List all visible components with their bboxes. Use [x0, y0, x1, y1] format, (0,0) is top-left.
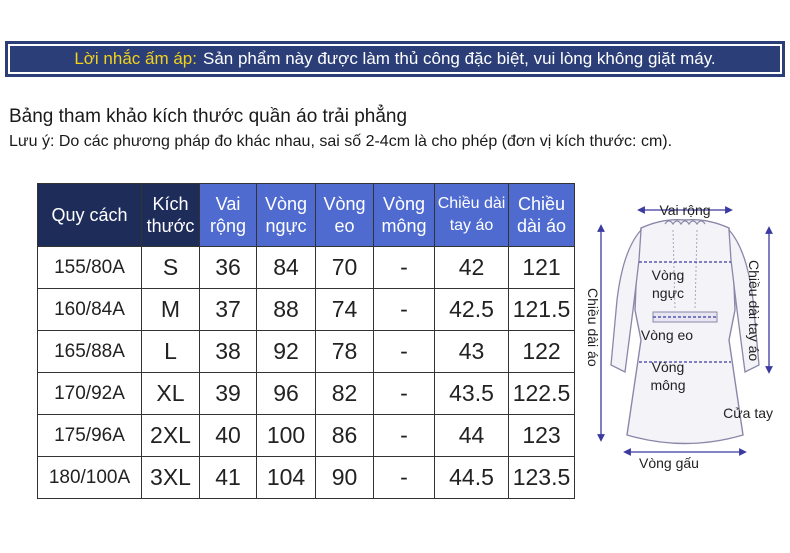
cell-hip: - — [374, 289, 435, 331]
cell-waist: 78 — [316, 331, 374, 373]
cell-waist: 70 — [316, 247, 374, 289]
cell-waist: 82 — [316, 373, 374, 415]
cell-sleeve-length: 43.5 — [435, 373, 509, 415]
care-notice-banner — [5, 41, 785, 77]
header-spec: Quy cách — [38, 184, 142, 247]
size-table-header-row — [38, 184, 575, 247]
cell-sleeve-length: 44 — [435, 415, 509, 457]
label-sleeve: Chiều dài tay áo — [746, 260, 762, 362]
cell-garment-length: 121.5 — [509, 289, 575, 331]
cell-hip: - — [374, 247, 435, 289]
cell-sleeve-length: 44.5 — [435, 457, 509, 499]
cell-shoulder: 41 — [200, 457, 257, 499]
cell-size: L — [142, 331, 200, 373]
table-row — [38, 415, 575, 457]
label-waist: Vòng eo — [640, 327, 694, 343]
garment-measurement-diagram — [583, 190, 788, 480]
header-waist: Vòng eo — [316, 184, 374, 247]
label-hem: Vòng gấu — [639, 455, 699, 471]
cell-garment-length: 123 — [509, 415, 575, 457]
cell-chest: 92 — [257, 331, 316, 373]
notice-message: Sản phẩm này được làm thủ công đặc biệt, vui lòng không giặt máy. — [202, 49, 716, 68]
cell-chest: 84 — [257, 247, 316, 289]
cell-chest: 100 — [257, 415, 316, 457]
size-table — [37, 183, 575, 499]
table-row — [38, 373, 575, 415]
cell-size: M — [142, 289, 200, 331]
cell-sleeve-length: 42 — [435, 247, 509, 289]
header-size: Kích thước — [142, 184, 200, 247]
cell-size: S — [142, 247, 200, 289]
label-chest-2: ngực — [652, 285, 684, 301]
cell-waist: 74 — [316, 289, 374, 331]
cell-size: 3XL — [142, 457, 200, 499]
label-hip-2: mông — [650, 377, 686, 393]
cell-shoulder: 39 — [200, 373, 257, 415]
cell-hip: - — [374, 373, 435, 415]
label-length: Chiều dài áo — [585, 288, 601, 367]
cell-garment-length: 123.5 — [509, 457, 575, 499]
label-hip-1: Vòng — [651, 359, 685, 375]
header-shoulder: Vai rộng — [200, 184, 257, 247]
cell-hip: - — [374, 415, 435, 457]
cell-spec: 155/80A — [38, 247, 142, 289]
cell-hip: - — [374, 331, 435, 373]
table-row — [38, 289, 575, 331]
header-hip: Vòng mông — [374, 184, 435, 247]
cell-sleeve-length: 43 — [435, 331, 509, 373]
header-sleeve-length: Chiều dài tay áo — [435, 184, 509, 247]
cell-hip: - — [374, 457, 435, 499]
cell-spec: 180/100A — [38, 457, 142, 499]
cell-chest: 96 — [257, 373, 316, 415]
cell-waist: 90 — [316, 457, 374, 499]
cell-shoulder: 38 — [200, 331, 257, 373]
header-garment-length: Chiều dài áo — [509, 184, 575, 247]
label-chest-1: Vòng — [651, 267, 685, 283]
notice-lead: Lời nhắc ấm áp: — [74, 49, 197, 68]
cell-sleeve-length: 42.5 — [435, 289, 509, 331]
cell-garment-length: 122.5 — [509, 373, 575, 415]
cell-chest: 104 — [257, 457, 316, 499]
cell-spec: 170/92A — [38, 373, 142, 415]
cell-size: 2XL — [142, 415, 200, 457]
cell-shoulder: 40 — [200, 415, 257, 457]
cell-waist: 86 — [316, 415, 374, 457]
cell-shoulder: 36 — [200, 247, 257, 289]
measurement-note: Lưu ý: Do các phương pháp đo khác nhau, sai số 2-4cm là cho phép (đơn vị kích thước: cm). — [9, 133, 673, 150]
cell-chest: 88 — [257, 289, 316, 331]
cell-garment-length: 121 — [509, 247, 575, 289]
cell-garment-length: 122 — [509, 331, 575, 373]
cell-spec: 165/88A — [38, 331, 142, 373]
table-row — [38, 457, 575, 499]
table-row — [38, 331, 575, 373]
size-table-title: Bảng tham khảo kích thước quần áo trải phẳng — [9, 106, 408, 127]
cell-spec: 175/96A — [38, 415, 142, 457]
label-cuff: Cửa tay — [723, 405, 773, 421]
header-chest: Vòng ngực — [257, 184, 316, 247]
label-shoulder: Vai rộng — [659, 202, 711, 218]
table-row — [38, 247, 575, 289]
cell-shoulder: 37 — [200, 289, 257, 331]
cell-size: XL — [142, 373, 200, 415]
cell-spec: 160/84A — [38, 289, 142, 331]
